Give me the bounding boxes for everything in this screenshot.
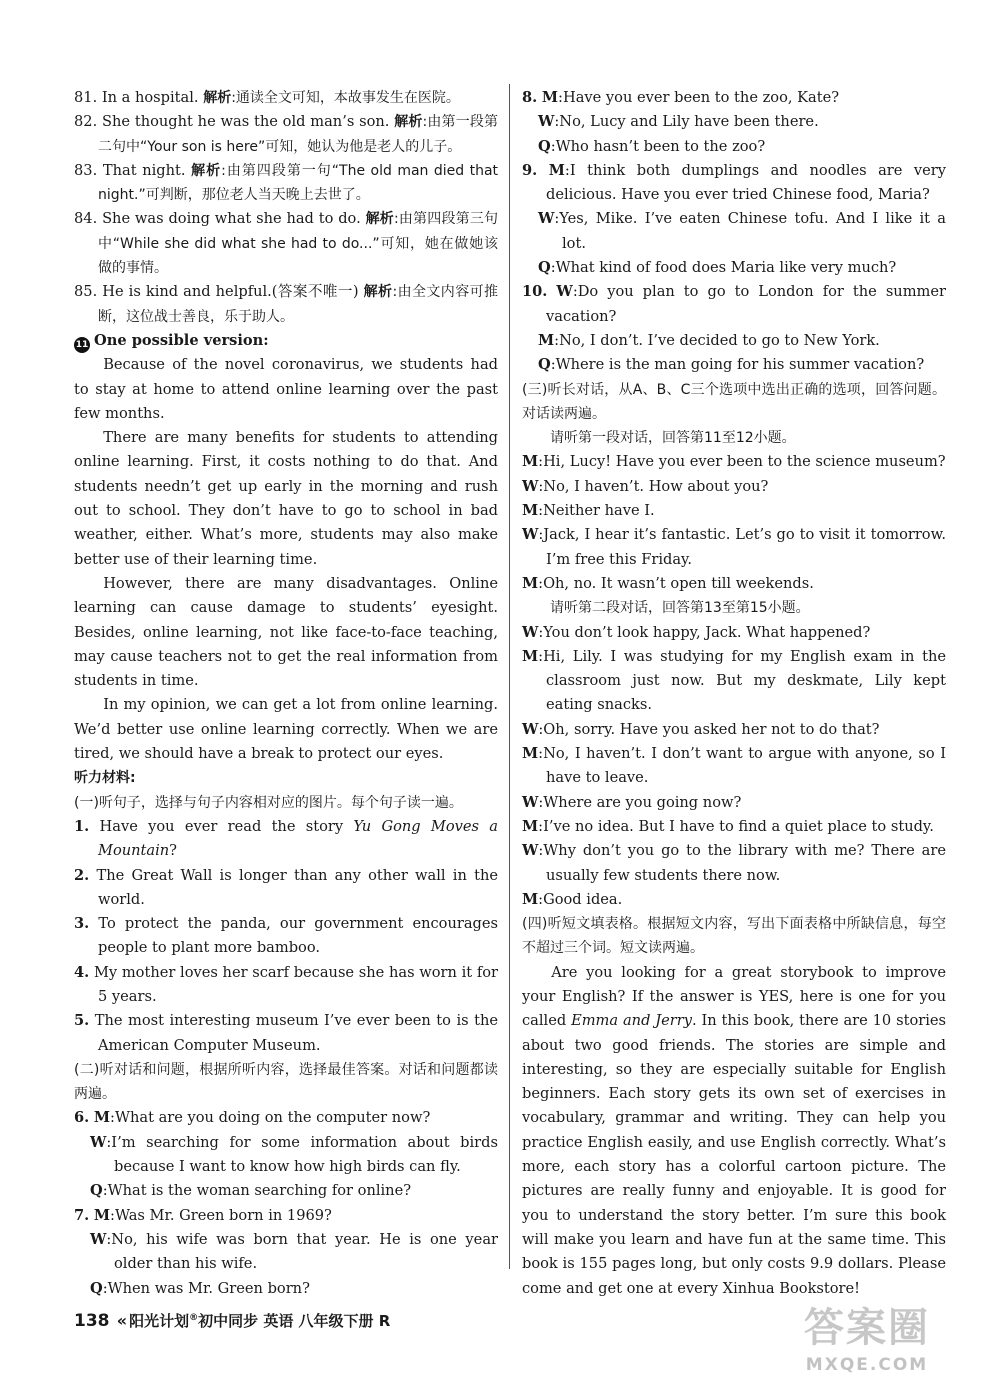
page-footer: 138 « 阳光计划®初中同步 英语 八年级下册 R (74, 1311, 391, 1331)
dialogue-line: M:Hi, Lily. I was studying for my English exam in the classroom just now. But my deskmate, Lily kept eating snacks. (522, 647, 946, 714)
answer-84: 84. She was doing what she had to do. 解析:由第四段第三句中“While she did what she had to do...”可知，她在做她该做的事情。 (74, 210, 499, 277)
dialogue-line: Q:Who hasn’t been to the zoo? (538, 137, 766, 155)
section-4-instructions: (四)听短文填表格。根据短文内容，写出下面表格中所缺信息，每空不超过三个词。短文读两遍。 (522, 916, 946, 957)
dialogue-line: Q:What is the woman searching for online? (90, 1182, 412, 1200)
essay-heading: 11 One possible version: (74, 329, 498, 353)
dialogue-line: M:No, I haven’t. I don’t want to argue with anyone, so I have to leave. (522, 745, 946, 787)
series-title: 初中同步 英语 八年级下册 R (198, 1312, 391, 1330)
sentence-3: 3. To protect the panda, our government encourages people to plant more bamboo. (74, 915, 498, 957)
dialogue-line: M:Good idea. (522, 890, 623, 908)
dialogue-line: M:I’ve no idea. But I have to find a quiet place to study. (522, 817, 934, 835)
dialogue-line: W:Oh, sorry. Have you asked her not to do that? (522, 720, 880, 738)
dialogue-line: Q:Where is the man going for his summer vacation? (538, 356, 925, 374)
dialogue-line: W:You don’t look happy, Jack. What happened? (522, 623, 871, 641)
dialogue-line: W:I’m searching for some information about birds because I want to know how high birds can fly. (90, 1133, 498, 1176)
conversation-1-intro: 请听第一段对话，回答第11至12小题。 (550, 430, 796, 447)
essay-paragraph: Because of the novel coronavirus, we students had to stay at home to attend online learning over the past few months. (74, 356, 498, 422)
section-2-instructions: (二)听对话和问题，根据所听内容，选择最佳答案。对话和问题都读两遍。 (74, 1061, 498, 1103)
essay-paragraph: In my opinion, we can get a lot from online learning. We’d better use online learning correctly. When we are tired, we should have a break to protect our eyes. (74, 696, 498, 763)
answer-85: 85. He is kind and helpful.(答案不唯一) 解析:由全文内容可推断，这位战士善良，乐于助人。 (74, 283, 499, 325)
sentence-1: 1. Have you ever read the story Yu Gong Moves a Mountain? (74, 817, 499, 860)
double-chevron-left-icon: « (116, 1311, 128, 1330)
dialogue-line: W:Where are you going now? (522, 793, 742, 811)
sentence-5: 5. The most interesting museum I’ve ever been to is the American Computer Museum. (74, 1012, 498, 1054)
section-1-instructions: (一)听句子，选择与句子内容相对应的图片。每个句子读一遍。 (74, 794, 463, 811)
dialogue-line: M:Neither have I. (522, 502, 655, 520)
page-number: 138 (74, 1311, 110, 1331)
passage-text: Are you looking for a great storybook to improve your English? If the answer is YES, here is one for you called Emma and Jerry. In this book, there are 10 stories about two good friends. The stories are simple and interesting, so they are especially suitable for English beginners. Each story gets its own set of exercises in vocabulary, grammar and writing. They can help you practice English easily, and use English correctly. What’s more, each story has a colorful cartoon picture. The pictures are really funny and enjoyable. It is good for you to understand the story better. I’m sure this book will make you learn and have fun at the same time. This book is 155 pages long, but only costs 9.9 dollars. Please come and get one at every Xinhua Bookstore! (522, 963, 946, 1297)
left-column (74, 86, 498, 1301)
essay-paragraph: There are many benefits for students to attending online learning. First, it costs nothing to do that. And students needn’t get up early in the morning and rush out to school. They don’t have to go to school in bad weather, either. What’s more, students may also make better use of their learning time. (74, 429, 498, 568)
dialogue-line: W:Jack, I hear it’s fantastic. Let’s go to visit it tomorrow. I’m free this Friday. (522, 526, 946, 568)
dialogue-line: W:No, I haven’t. How about you? (522, 477, 769, 495)
dialogue-line: M:Oh, no. It wasn’t open till weekends. (522, 574, 814, 592)
dialogue-line: M:Hi, Lucy! Have you ever been to the science museum? (522, 453, 946, 471)
dialogue-line: M:No, I don’t. I’ve decided to go to New York. (538, 331, 880, 349)
answer-81: 81. In a hospital. 解析:通读全文可知，本故事发生在医院。 (74, 89, 460, 106)
dialogue-line: W:Yes, Mike. I’ve eaten Chinese tofu. And I like it a lot. (538, 210, 946, 252)
sentence-4: 4. My mother loves her scarf because she has worn it for 5 years. (74, 963, 499, 1005)
sentence-2: 2. The Great Wall is longer than any other wall in the world. (74, 866, 498, 908)
dialogue-line: W:No, his wife was born that year. He is one year older than his wife. (90, 1230, 498, 1273)
dialogue-line: 9. M:I think both dumplings and noodles are very delicious. Have you ever tried Chinese food, Maria? (522, 161, 947, 204)
section-3-instructions: (三)听长对话，从A、B、C三个选项中选出正确的选项，回答问题。对话读两遍。 (522, 381, 946, 422)
dialogue-line: W:Why don’t you go to the library with me? There are usually few students there now. (522, 842, 946, 884)
answer-83: 83. That night. 解析:由第四段第一句“The old man died that night.”可判断，那位老人当天晚上去世了。 (74, 161, 499, 204)
essay-paragraph: However, there are many disadvantages. Online learning can cause damage to students’ eyesight. Besides, online learning, not like face-to-face teaching, may cause teachers not to get the real information from students in time. (74, 574, 498, 690)
section-number-badge: 11 (74, 337, 90, 353)
dialogue-line: 8. M:Have you ever been to the zoo, Kate? (522, 89, 840, 106)
dialogue-line: 7. M:Was Mr. Green born in 1969? (74, 1206, 332, 1224)
brand-name: 阳光计划 (129, 1312, 190, 1330)
column-divider (509, 84, 510, 1269)
right-column (522, 86, 946, 1301)
dialogue-line: Q:What kind of food does Maria like very much? (538, 259, 897, 277)
dialogue-line: 10. W:Do you plan to go to London for the summer vacation? (522, 283, 946, 325)
dialogue-line: 6. M:What are you doing on the computer now? (74, 1109, 431, 1127)
conversation-2-intro: 请听第二段对话，回答第13至第15小题。 (550, 600, 810, 617)
listening-heading: 听力材料: (74, 770, 136, 787)
watermark-logo: 答案圈 MXQE.COM (804, 1305, 930, 1375)
dialogue-line: W:No, Lucy and Lily have been there. (538, 113, 819, 131)
answer-82: 82. She thought he was the old man’s son. 解析:由第一段第二句中“Your son is here”可知，她认为他是老人的儿子。 (74, 113, 499, 155)
dialogue-line: Q:When was Mr. Green born? (90, 1279, 310, 1297)
